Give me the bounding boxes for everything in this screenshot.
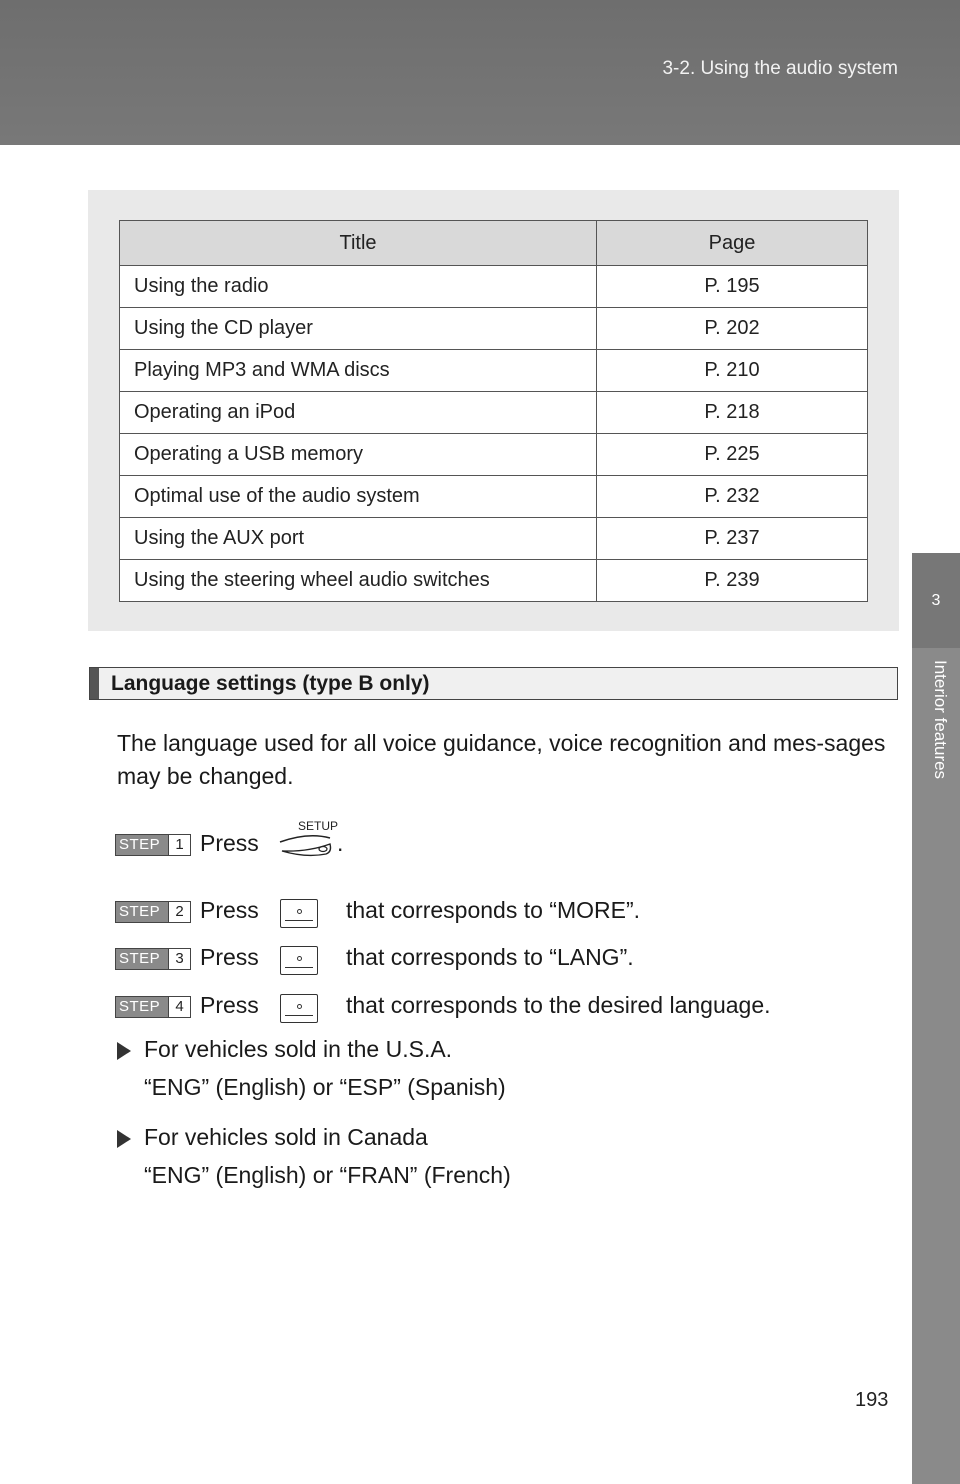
setup-icon-label: SETUP (298, 819, 338, 833)
row-page: P. 237 (597, 518, 868, 560)
setup-button-icon (268, 818, 338, 862)
row-page: P. 195 (597, 266, 868, 308)
chapter-label: Interior features (931, 660, 950, 780)
table-row (120, 560, 868, 602)
step-rest-text: that corresponds to “LANG”. (346, 944, 634, 970)
table-row (120, 476, 868, 518)
step-rest-text: that corresponds to “MORE”. (346, 897, 640, 923)
step-press-text: Press (200, 944, 259, 970)
bullet-triangle-icon (117, 1042, 131, 1060)
row-page: P. 232 (597, 476, 868, 518)
table-header-row (120, 221, 868, 266)
step-number: 1 (168, 835, 190, 855)
page-header (0, 0, 960, 145)
row-page: P. 239 (597, 560, 868, 602)
heading-bar (90, 668, 99, 699)
step-badge (115, 996, 191, 1018)
bullet-triangle-icon (117, 1130, 131, 1148)
row-page: P. 225 (597, 434, 868, 476)
step-badge (115, 834, 191, 856)
preset-button-icon (280, 994, 318, 1023)
table-row (120, 266, 868, 308)
row-title: Using the AUX port (120, 518, 597, 560)
row-title: Using the radio (120, 266, 597, 308)
note-detail: “ENG” (English) or “ESP” (Spanish) (144, 1074, 506, 1100)
step-press-text: Press (200, 830, 259, 856)
section-table (119, 220, 868, 602)
table-row (120, 518, 868, 560)
header-title: 3-2. Using the audio system (662, 58, 898, 79)
page-number: 193 (855, 1389, 889, 1411)
row-page: P. 218 (597, 392, 868, 434)
row-page: P. 210 (597, 350, 868, 392)
step-number: 2 (168, 902, 190, 922)
row-title: Operating a USB memory (120, 434, 597, 476)
table-row (120, 392, 868, 434)
section-heading (89, 667, 898, 700)
row-title: Operating an iPod (120, 392, 597, 434)
table-row (120, 308, 868, 350)
chapter-tab: 3 (912, 553, 960, 648)
step-badge-label: STEP (119, 998, 161, 1015)
row-page: P. 202 (597, 308, 868, 350)
section-title: Language settings (type B only) (111, 672, 430, 695)
column-header-title: Title (120, 221, 597, 266)
step-number: 3 (168, 949, 190, 969)
step-rest-text: that corresponds to the desired language. (346, 992, 771, 1018)
step-rest-text: . (337, 830, 344, 856)
step-badge (115, 901, 191, 923)
row-title: Playing MP3 and WMA discs (120, 350, 597, 392)
note-title: For vehicles sold in the U.S.A. (144, 1036, 453, 1062)
note-title: For vehicles sold in Canada (144, 1124, 428, 1150)
row-title: Using the steering wheel audio switches (120, 560, 597, 602)
note-detail: “ENG” (English) or “FRAN” (French) (144, 1162, 511, 1188)
step-badge (115, 948, 191, 970)
section-intro: The language used for all voice guidance, voice recognition and mes-sages may be changed. (117, 730, 886, 789)
step-press-text: Press (200, 992, 259, 1018)
row-title: Using the CD player (120, 308, 597, 350)
step-press-text: Press (200, 897, 259, 923)
preset-button-icon (280, 899, 318, 928)
column-header-page: Page (597, 221, 868, 266)
preset-button-icon (280, 946, 318, 975)
row-title: Optimal use of the audio system (120, 476, 597, 518)
step-badge-label: STEP (119, 903, 161, 920)
step-number: 4 (168, 997, 190, 1017)
table-row (120, 434, 868, 476)
table-row (120, 350, 868, 392)
step-badge-label: STEP (119, 836, 161, 853)
step-badge-label: STEP (119, 950, 161, 967)
